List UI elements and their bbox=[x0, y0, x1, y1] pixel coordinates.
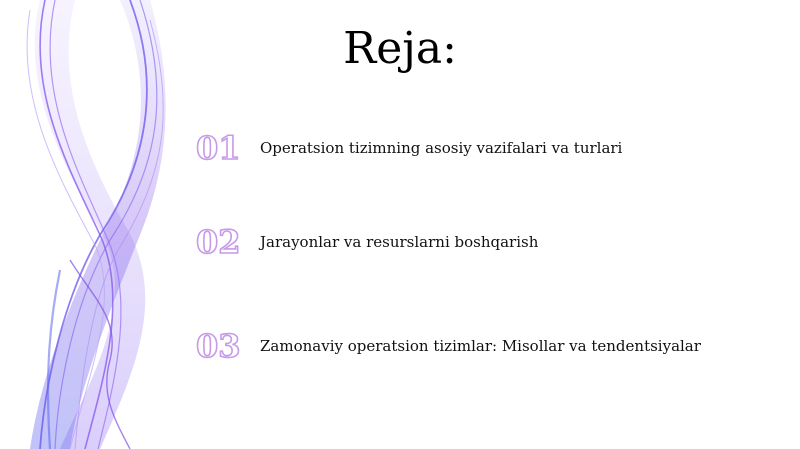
agenda-item-text: Jarayonlar va resurslarni boshqarish bbox=[260, 233, 539, 251]
agenda-item-number: 01 bbox=[196, 129, 241, 167]
agenda-item-text: Zamonaviy operatsion tizimlar: Misollar va tendentsiyalar bbox=[260, 337, 701, 355]
agenda-item bbox=[196, 220, 538, 264]
agenda-item-text: Operatsion tizimning asosiy vazifalari va turlari bbox=[260, 139, 623, 157]
agenda-item-number: 02 bbox=[196, 223, 241, 261]
purple-smoke-ribbon-decoration bbox=[0, 0, 200, 449]
slide-title: Reja: bbox=[343, 23, 457, 74]
agenda-item bbox=[196, 126, 622, 170]
agenda-item-number: 03 bbox=[196, 327, 241, 365]
agenda-item bbox=[196, 324, 701, 368]
